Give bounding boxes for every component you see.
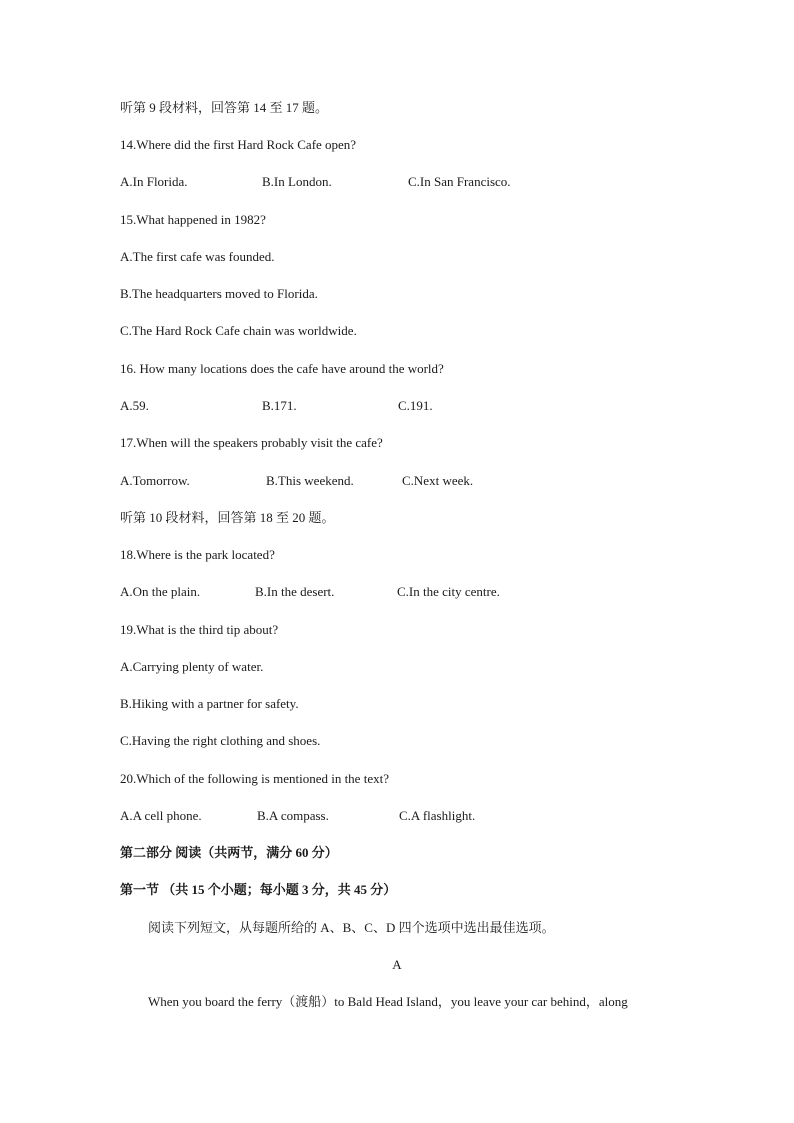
question-14: 14.Where did the first Hard Rock Cafe open? <box>120 137 357 152</box>
question-20: 20.Which of the following is mentioned in the text? <box>120 771 389 786</box>
q17-option-a: A.Tomorrow. <box>120 473 190 488</box>
q16-option-b: B.171. <box>262 398 297 413</box>
q20-option-c: C.A flashlight. <box>399 808 476 823</box>
q19-option-a: A.Carrying plenty of water. <box>120 659 264 674</box>
q15-option-a: A.The first cafe was founded. <box>120 249 275 264</box>
q18-option-c: C.In the city centre. <box>397 584 500 599</box>
passage-first-line: When you board the ferry（渡船）to Bald Head Island，you leave your car behind，along <box>148 994 628 1009</box>
question-17: 17.When will the speakers probably visit the cafe? <box>120 435 383 450</box>
q16-option-c: C.191. <box>398 398 433 413</box>
q18-option-a: A.On the plain. <box>120 584 201 599</box>
part-2-header: 第二部分 阅读（共两节，满分 60 分） <box>120 845 338 860</box>
reading-instruction: 阅读下列短文，从每题所给的 A、B、C、D 四个选项中选出最佳选项。 <box>148 920 555 935</box>
section-1-header: 第一节 （共 15 个小题；每小题 3 分，共 45 分） <box>120 882 397 897</box>
q20-option-a: A.A cell phone. <box>120 808 202 823</box>
question-19: 19.What is the third tip about? <box>120 622 279 637</box>
q16-option-a: A.59. <box>120 398 149 413</box>
question-15: 15.What happened in 1982? <box>120 212 266 227</box>
q15-option-b: B.The headquarters moved to Florida. <box>120 286 318 301</box>
q17-option-b: B.This weekend. <box>266 473 354 488</box>
q15-option-c: C.The Hard Rock Cafe chain was worldwide. <box>120 323 357 338</box>
section-9-header: 听第 9 段材料，回答第 14 至 17 题。 <box>120 100 329 115</box>
q14-option-a: A.In Florida. <box>120 174 188 189</box>
q19-option-b: B.Hiking with a partner for safety. <box>120 696 299 711</box>
q14-option-b: B.In London. <box>262 174 332 189</box>
section-10-header: 听第 10 段材料，回答第 18 至 20 题。 <box>120 510 335 525</box>
question-16: 16. How many locations does the cafe have around the world? <box>120 361 444 376</box>
q20-option-b: B.A compass. <box>257 808 329 823</box>
passage-label: A <box>392 957 402 972</box>
q19-option-c: C.Having the right clothing and shoes. <box>120 733 321 748</box>
question-18: 18.Where is the park located? <box>120 547 275 562</box>
q17-option-c: C.Next week. <box>402 473 474 488</box>
q14-option-c: C.In San Francisco. <box>408 174 511 189</box>
q18-option-b: B.In the desert. <box>255 584 335 599</box>
